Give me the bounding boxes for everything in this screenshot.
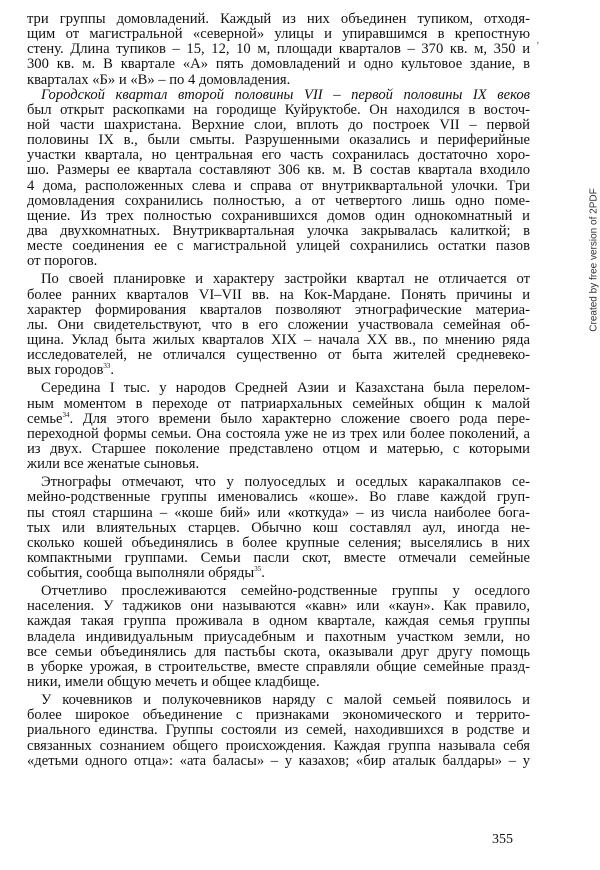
text-line: был открыт раскопками на городище Куйруктобе. Он находился в восточ- <box>27 101 530 118</box>
text-line: компактными группами. Семьи пасли скот, вместе отмечали семейные <box>27 549 530 566</box>
side-watermark-text: Created by free version of 2PDF <box>588 188 600 332</box>
text-line: населения. У таджиков они называются «кавн» или «каун». Как правило, <box>27 598 530 615</box>
text-line: события, сообща выполняли обряды$^{35}$. <box>27 565 265 582</box>
text-line: три группы домовладений. Каждый из них объединен тупиком, отходя- <box>27 11 530 27</box>
text-line: стену. Длина тупиков – 15, 12, 10 м, площади кварталов – 370 кв. м, 350 и <box>27 41 530 58</box>
text-line: месте соединения ее с магистральной улицей сохранились остатки пазов <box>27 238 530 255</box>
footnote-ref-35: 35 <box>254 565 262 574</box>
text-line: Отчетливо прослеживаются семейно-родственные группы у оседлого <box>41 583 530 600</box>
text-line: щина. Уклад быта жилых кварталов XIX – начала XX вв., по мнению ряда <box>27 331 530 348</box>
page-body <box>27 12 530 769</box>
text-line <box>27 412 530 427</box>
text-line: лы. Они свидетельствуют, что в его сложении участвовала семейная об- <box>27 316 530 333</box>
text-line: из двух. Старшее поколение представлено отцом и матерью, с которыми <box>27 440 530 457</box>
text-line: «детьми одного отца»: «ата баласы» – у казахов; «бир аталык балдары» – у <box>27 752 530 769</box>
text-fragment: вых городов <box>27 362 104 379</box>
footnote-ref-34: 34 <box>62 410 70 419</box>
text-line: более широкое объединение с признаками экономического и террито- <box>27 707 530 724</box>
text-line: переходной формы семьи. Она состояла уже не из трех или более поколений, а <box>27 425 530 442</box>
text-fragment: события, сообща выполняли обряды <box>27 565 255 582</box>
text-line: от порогов. <box>27 253 98 270</box>
side-watermark <box>588 188 600 332</box>
italic-lead-line: Городской квартал второй половины VII – первой половины IX веков <box>41 86 530 103</box>
margin-mark: ' <box>537 41 539 52</box>
text-line: владела индивидуальным приусадебным и пахотным участком земли, но <box>27 628 530 645</box>
text-line: шо. Размеры ее квартала составляют 306 кв. м. В состав квартала входило <box>27 162 530 179</box>
text-line: тых или влиятельных старцев. Обычно кош составлял аул, иногда не- <box>27 519 530 536</box>
paragraph-3 <box>27 272 530 378</box>
page-number: 355 <box>492 832 513 847</box>
text-line: риального единства. Группы состояли из семей, находившихся в родстве и <box>27 722 530 739</box>
text-line: мейно-родственные группы именовались «коше». Во главе каждой груп- <box>27 489 530 506</box>
text-line: ники, имели общую мечеть и общее кладбище. <box>27 674 320 691</box>
text-line: каждая такая группа проживала в одном квартале, каждая семья группы <box>27 613 530 630</box>
text-fragment: . Для этого времени было характерно сложение своего рода пере- <box>69 410 530 427</box>
text-line: все семьи объединялись для пастьбы скота, оказывали друг другу помощь <box>27 643 530 660</box>
paragraph-7 <box>27 693 530 769</box>
paragraph-4 <box>27 381 530 472</box>
text-line: 300 кв. м. В квартале «А» пять домовладений и одно культовое здание, в <box>27 56 530 73</box>
text-line: кварталах «Б» и «В» – по 4 домовладения. <box>27 71 291 88</box>
text-line: два двухкомнатных. Внутриквартальная улочка закрывалась калиткой; в <box>27 222 530 239</box>
text-line: По своей планировке и характеру застройки квартал не отличается от <box>41 271 530 288</box>
text-line: ной части шахристана. Верхние слои, вплоть до построек VII – первой <box>27 116 530 133</box>
text-line: исследователей, не отличался существенно от быта жителей средневеко- <box>27 347 530 364</box>
text-line: сколько кошей объединялись в более крупные селения; выселялись в них <box>27 534 530 551</box>
paragraph-1 <box>27 12 530 88</box>
text-line: щение. Из трех полностью сохранившихся домов один однокомнатный и <box>27 207 530 224</box>
text-line: домовладения сохранились полностью, а от четвертого лишь одно поме- <box>27 192 530 209</box>
text-line: ным моментом в переходе от патриархальных семейных общин к малой <box>27 395 530 412</box>
text-line: вых городов$^{33}$. <box>27 362 115 379</box>
text-line: в уборке урожая, в строительстве, вместе справляли общие семейные празд- <box>27 658 530 675</box>
text-line: более ранних кварталов VI–VII вв. на Кок-Мардане. Понять причины и <box>27 286 530 303</box>
text-line: характер формирования кварталов позволяют этнографические материа- <box>27 301 530 318</box>
text-fragment: семье <box>27 410 63 427</box>
paragraph-5 <box>27 475 530 581</box>
paragraph-2 <box>27 88 530 270</box>
text-line: пы стоял старшина – «коше бий» или «коткуда» – из числа наиболее бога- <box>27 504 530 521</box>
text-line: 4 дома, расположенных слева и справа от внутриквартальной улочки. Три <box>27 177 530 194</box>
text-line: щим от магистральной «северной» улицы и упиравшимся в крепостную <box>27 26 530 43</box>
footnote-ref-33: 33 <box>103 362 111 371</box>
text-line: половины IX в., были смыты. Разрушенными оказались и периферийные <box>27 132 530 149</box>
text-line: связанных сознанием общего происхождения. Каждая группа называла себя <box>27 737 530 754</box>
text-line: У кочевников и полукочевников наряду с малой семьей появилось и <box>41 692 530 709</box>
text-line: жили все женатые сыновья. <box>27 456 200 473</box>
text-line: Этнографы отмечают, что у полуоседлых и оседлых каракалпаков се- <box>41 474 530 491</box>
text-line: участки квартала, но центральная его часть сохранилась достаточно хоро- <box>27 147 530 164</box>
paragraph-6 <box>27 584 530 690</box>
text-line: Середина I тыс. у народов Средней Азии и Казахстана была перелом- <box>41 380 530 397</box>
